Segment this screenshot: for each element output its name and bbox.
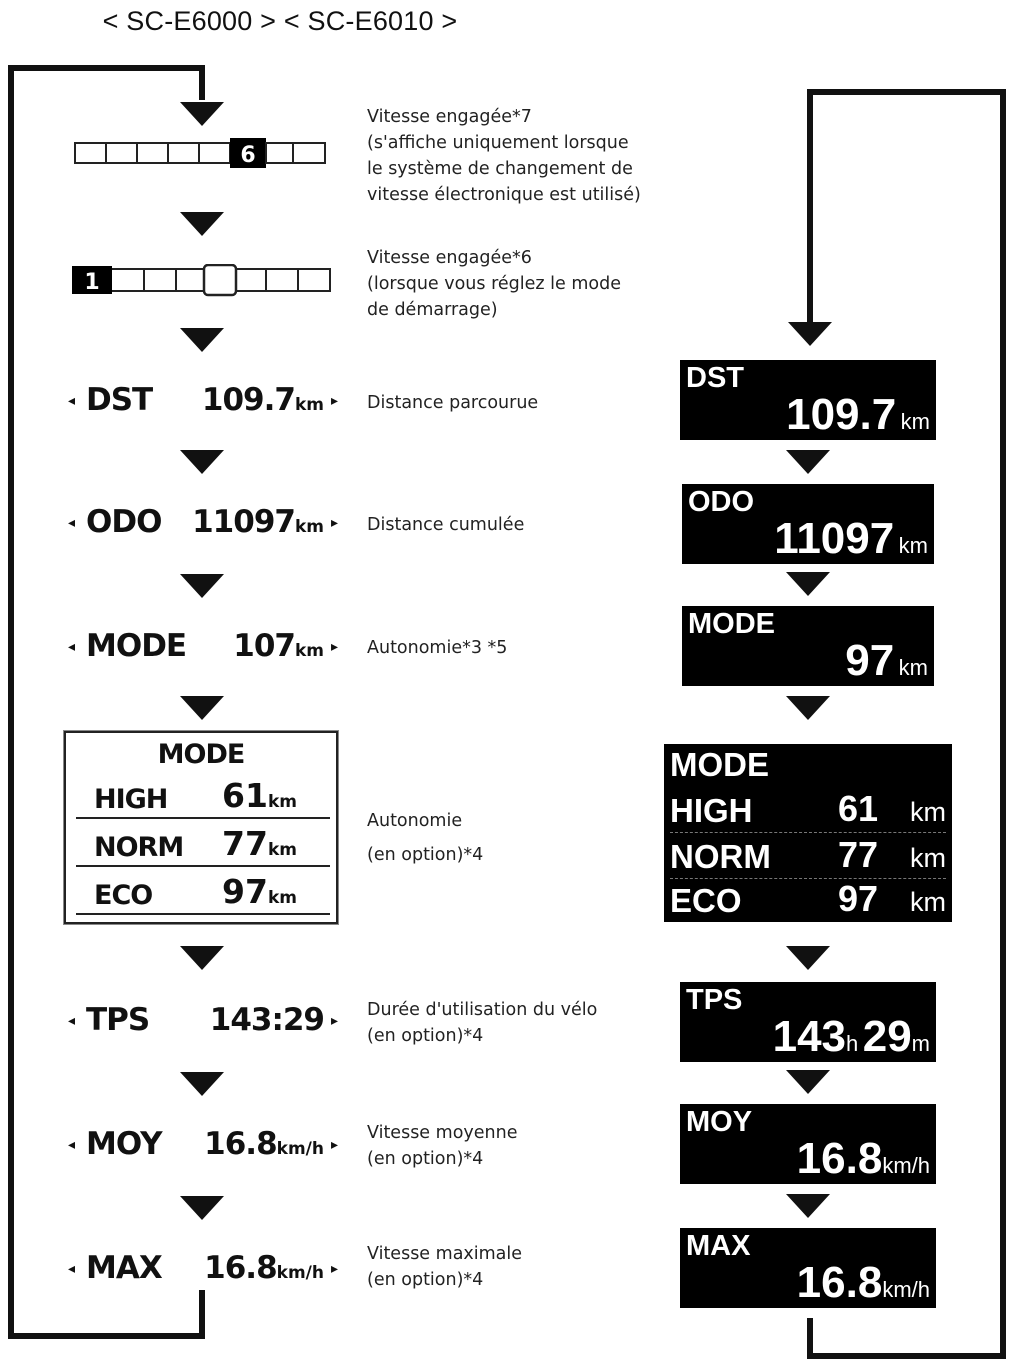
e6010-mode-row-norm	[670, 832, 946, 876]
mode-high-value: 61	[222, 776, 268, 815]
right-triangle-icon: ▸	[330, 1261, 338, 1277]
max-value-group	[204, 1250, 324, 1286]
max-unit: km/h	[276, 1263, 324, 1283]
e6010-odo-unit: km	[898, 533, 928, 558]
mode-label: MODE	[86, 628, 187, 664]
flow-arrow-3	[180, 328, 224, 352]
tps-description: Durée d'utilisation du vélo (en option)*4	[367, 1000, 598, 1046]
e6010-odo-display	[682, 484, 934, 564]
flow-arrow-4	[180, 450, 224, 474]
odo-value: 11097	[192, 504, 295, 540]
e6010-high-unit: km	[910, 797, 946, 827]
lcd-row-max	[68, 1250, 338, 1290]
e6010-mode-value-group	[845, 636, 928, 686]
dst-unit: km	[294, 395, 324, 415]
left-triangle-icon: ◂	[68, 393, 76, 409]
left-triangle-icon: ◂	[68, 1013, 76, 1029]
gear-indicator-1	[72, 264, 334, 298]
e6010-dst-value: 109.7	[786, 390, 897, 439]
mode-table-row-high	[76, 771, 330, 819]
e6010-dst-label: DST	[686, 362, 744, 394]
mode-table-row-eco	[76, 867, 330, 915]
flow-arrow-8	[180, 1072, 224, 1096]
e6010-tps-label: TPS	[686, 984, 743, 1016]
mode-high-value-group	[222, 776, 297, 815]
left-triangle-icon: ◂	[68, 1137, 76, 1153]
e6010-odo-label: ODO	[688, 486, 755, 518]
mode-eco-value: 97	[222, 872, 268, 911]
e6010-moy-label: MOY	[686, 1106, 753, 1138]
e6010-mode-row-eco	[670, 876, 946, 920]
right-triangle-icon: ▸	[330, 1013, 338, 1029]
max-value: 16.8	[204, 1250, 277, 1286]
right-flow-arrow-6	[786, 1070, 830, 1094]
e6010-dst-unit: km	[900, 409, 930, 434]
tps-label: TPS	[86, 1002, 150, 1038]
flow-arrow-2	[180, 212, 224, 236]
e6010-tps-hours-unit: h	[846, 1031, 859, 1056]
e6010-mode-table-title: MODE	[670, 746, 769, 783]
e6010-high-label: HIGH	[670, 792, 753, 829]
right-triangle-icon: ▸	[330, 515, 338, 531]
e6010-odo-value: 11097	[774, 514, 895, 563]
e6010-tps-minutes-unit: m	[911, 1031, 930, 1056]
odo-description: Distance cumulée	[367, 515, 525, 535]
mode-norm-value-group	[222, 824, 297, 863]
e6010-mode-row-high	[670, 786, 946, 830]
dst-label: DST	[86, 382, 153, 418]
right-triangle-icon: ▸	[330, 1137, 338, 1153]
moy-value-group	[204, 1126, 324, 1162]
tps-value: 143:29	[209, 1002, 324, 1038]
mode-unit: km	[294, 641, 324, 661]
max-label: MAX	[86, 1250, 162, 1286]
mode-table-row-norm	[76, 819, 330, 867]
mode-norm-label: NORM	[94, 832, 184, 863]
mode-eco-unit: km	[267, 888, 297, 908]
e6010-moy-unit: km/h	[882, 1153, 930, 1178]
e6010-high-value: 61	[838, 788, 879, 829]
moy-description: Vitesse moyenne (en option)*4	[367, 1123, 518, 1169]
e6010-tps-minutes: 29	[862, 1012, 912, 1061]
left-triangle-icon: ◂	[68, 1261, 76, 1277]
mode-description: Autonomie*3 *5	[367, 638, 508, 658]
page-title: < SC-E6000 > < SC-E6010 >	[102, 6, 458, 36]
e6010-mode-table-display	[664, 744, 952, 922]
gear-number-1: 1	[84, 270, 100, 295]
e6010-eco-label: ECO	[670, 882, 742, 919]
right-triangle-icon: ▸	[330, 639, 338, 655]
e6010-dst-value-group	[786, 390, 930, 440]
mode-value: 107	[233, 628, 295, 664]
right-flow-arrow-7	[786, 1194, 830, 1218]
mode-eco-label: ECO	[94, 880, 153, 911]
mode-table-description: Autonomie (en option)*4	[367, 811, 484, 865]
dst-value-group	[202, 382, 324, 418]
e6010-max-display	[680, 1228, 936, 1308]
mode-eco-value-group	[222, 872, 297, 911]
e6010-moy-display	[680, 1104, 936, 1184]
right-flow-arrow-2	[786, 450, 830, 474]
moy-unit: km/h	[276, 1139, 324, 1159]
e6010-moy-value-group	[797, 1134, 930, 1184]
left-triangle-icon: ◂	[68, 515, 76, 531]
flow-arrow-6	[180, 696, 224, 720]
flow-arrow-5	[180, 574, 224, 598]
e6010-tps-display	[680, 982, 936, 1062]
mode-table-title: MODE	[157, 739, 245, 770]
dst-description: Distance parcourue	[367, 393, 539, 413]
e6010-mode-value: 97	[845, 636, 895, 685]
mode-value-group	[233, 628, 324, 664]
e6010-dst-display	[680, 360, 936, 440]
flow-arrow-1	[180, 102, 224, 126]
right-flow-arrow-5	[786, 946, 830, 970]
right-triangle-icon: ▸	[330, 393, 338, 409]
e6010-eco-value: 97	[838, 878, 879, 919]
gear-1-description: Vitesse engagée*6 (lorsque vous réglez le mode de démarrage)	[367, 248, 621, 320]
e6010-mode-label: MODE	[688, 608, 775, 640]
lcd-row-dst	[68, 382, 338, 422]
mode-norm-unit: km	[267, 840, 297, 860]
e6010-moy-value: 16.8	[796, 1134, 883, 1183]
e6010-norm-value: 77	[838, 834, 879, 875]
flow-arrow-7	[180, 946, 224, 970]
odo-value-group	[192, 504, 324, 540]
moy-label: MOY	[86, 1126, 162, 1162]
mode-table-box	[64, 731, 338, 924]
dst-value: 109.7	[201, 382, 295, 418]
mode-high-label: HIGH	[94, 784, 168, 815]
gear-6-description: Vitesse engagée*7 (s'affiche uniquement lorsque le système de changement de vitesse électronique est utilisé)	[367, 107, 641, 205]
flow-arrow-9	[180, 1196, 224, 1220]
e6010-max-value: 16.8	[796, 1258, 883, 1307]
e6010-norm-unit: km	[910, 843, 946, 873]
e6010-mode-display	[682, 606, 934, 686]
moy-value: 16.8	[204, 1126, 277, 1162]
right-flow-arrow-1	[788, 322, 832, 346]
e6010-odo-value-group	[774, 514, 928, 564]
lcd-row-odo	[68, 504, 338, 544]
lcd-row-mode	[68, 628, 338, 668]
e6010-eco-unit: km	[910, 887, 946, 917]
odo-unit: km	[294, 517, 324, 537]
gear-number-6: 6	[240, 143, 256, 168]
e6010-norm-label: NORM	[670, 838, 771, 875]
mode-norm-value: 77	[222, 824, 268, 863]
lcd-row-tps	[68, 1002, 338, 1042]
lcd-row-moy	[68, 1126, 338, 1166]
odo-label: ODO	[86, 504, 162, 540]
right-flow-arrow-3	[786, 572, 830, 596]
right-flow-arrow-4	[786, 696, 830, 720]
e6010-tps-value-group	[773, 1012, 930, 1062]
max-description: Vitesse maximale (en option)*4	[367, 1244, 523, 1290]
e6010-max-unit: km/h	[882, 1277, 930, 1302]
left-triangle-icon: ◂	[68, 639, 76, 655]
gear-indicator-6	[74, 138, 330, 170]
e6010-tps-hours: 143	[772, 1012, 847, 1061]
e6010-max-value-group	[797, 1258, 930, 1308]
mode-high-unit: km	[267, 792, 297, 812]
e6010-max-label: MAX	[686, 1230, 751, 1262]
e6010-mode-unit: km	[898, 655, 928, 680]
